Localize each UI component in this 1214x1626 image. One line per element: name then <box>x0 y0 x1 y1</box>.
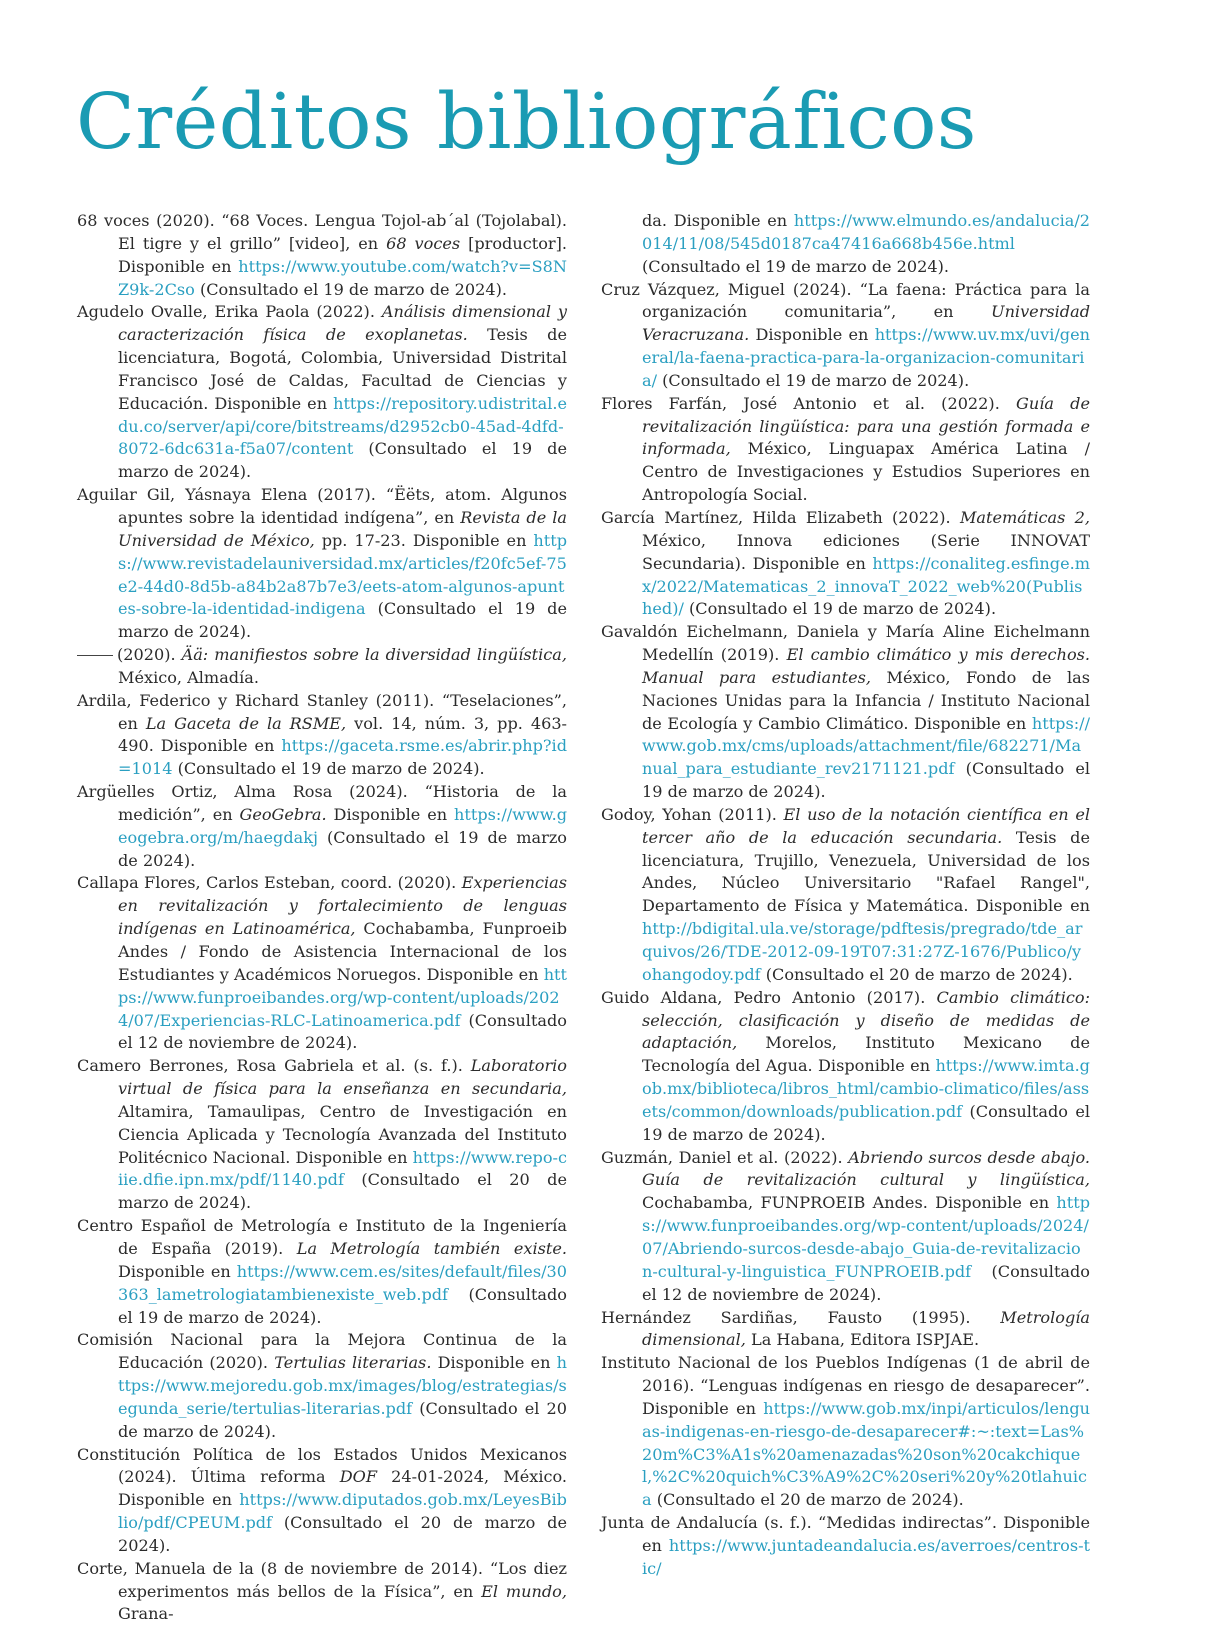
entry-text: Instituto Nacional de los Pueblos Indígenas (1 de abril de 2016). “Lenguas indígenas en riesgo de desaparecer”. Disponible en <box>601 1353 1090 1418</box>
entry-text: Comisión Nacional para la Mejora Continua de la Educación (2020). <box>77 1330 567 1373</box>
entry-text: Callapa Flores, Carlos Esteban, coord. (2020). <box>77 873 462 893</box>
entry-link[interactable]: https://www.diputados.gob.mx/LeyesBiblio/pdf/CPEUM.pdf <box>118 1490 567 1533</box>
entry-text: Gavaldón Eichelmann, Daniela y María Aline Eichelmann Medellín (2019). <box>601 622 1090 665</box>
bibliography-entry <box>601 987 1090 1147</box>
entry-title: 68 voces <box>386 233 461 253</box>
bibliography-column-right <box>601 210 1090 1581</box>
entry-text: (Consultado el 20 de marzo de 2024). <box>118 1398 567 1441</box>
entry-text: Altamira, Tamaulipas, Centro de Investigación en Ciencia Aplicada y Tecnología Avanzada del Instituto Politécnico Nacional. Disponible en <box>118 1101 567 1167</box>
entry-text: México, Almadía. <box>118 667 259 687</box>
entry-text: (Consultado el 19 de marzo de 2024). <box>118 827 567 870</box>
entry-text: Cochabamba, Funproeib Andes / Fondo de Asistencia Internacional de los Estudiantes y Académicos Noruegos. Disponible en <box>118 919 567 984</box>
entry-text: Constitución Política de los Estados Unidos Mexicanos (2024). Última reforma <box>77 1444 567 1487</box>
entry-title: GeoGebra. <box>239 804 327 824</box>
entry-text: Flores Farfán, José Antonio et al. (2022). <box>601 393 1017 413</box>
entry-title: El uso de la notación científica en el tercer año de la educación secundaria. <box>642 804 1090 847</box>
entry-link[interactable]: http://bdigital.ula.ve/storage/pdftesis/pregrado/tde_arquivos/26/TDE-2012-09-19T07:31:27Z-1676/Publico/yohangodoy.pdf <box>642 919 1083 984</box>
entry-text: (Consultado el 19 de marzo de 2024). <box>118 599 567 642</box>
entry-text: Cruz Vázquez, Miguel (2024). “La faena: Práctica para la organización comunitaria”, en <box>601 279 1090 322</box>
entry-link[interactable]: https://www.funproeibandes.org/wp-content/uploads/2024/07/Experiencias-RLC-Latinoamerica.pdf <box>118 964 567 1030</box>
entry-title: Tertulias literarias. <box>274 1353 432 1373</box>
bibliography-entry <box>601 393 1090 507</box>
bibliography-entry <box>77 781 567 872</box>
entry-link[interactable]: https://repository.udistrital.edu.co/server/api/core/bitstreams/d2952cb0-45ad-4dfd-8072-6dc631a-f5a07/content <box>118 393 567 459</box>
entry-text: Junta de Andalucía (s. f.). “Medidas indirectas”. Disponible en <box>601 1513 1090 1555</box>
entry-text: 24-01-2024, México. Disponible en <box>118 1467 567 1510</box>
bibliography-entry <box>77 1055 567 1215</box>
bibliography-entry <box>601 210 1090 279</box>
bibliography-entry <box>77 690 567 781</box>
bibliography-entry <box>601 1147 1090 1307</box>
entry-text: Guido Aldana, Pedro Antonio (2017). <box>601 987 937 1007</box>
entry-text: Grana- <box>118 1604 174 1624</box>
entry-title: Cambio climático: selección, clasificación y diseño de medidas de adaptación, <box>642 987 1090 1053</box>
entry-text: pp. 17-23. Disponible en <box>314 530 534 550</box>
entry-title: El mundo, <box>481 1581 567 1601</box>
entry-title: Abriendo surcos desde abajo. Guía de revitalización cultural y lingüística, <box>642 1147 1090 1190</box>
entry-text: (Consultado el 20 de marzo de 2024). <box>651 1490 964 1510</box>
entry-link[interactable]: https://www.youtube.com/watch?v=S8NZ9k-2Cso <box>118 256 567 299</box>
entry-link[interactable]: https://www.funproeibandes.org/wp-content/uploads/2024/07/Abriendo-surcos-desde-abajo_Guia-de-revitalizacion-cultural-y-linguistica_FUNPROEIB.pdf <box>642 1193 1090 1281</box>
entry-text: Corte, Manuela de la (8 de noviembre de 2014). “Los diez experimentos más bellos de la Física”, en <box>77 1558 567 1601</box>
entry-title: La Metrología también existe. <box>296 1238 567 1258</box>
bibliography-entry <box>77 210 567 301</box>
bibliography-entry <box>77 644 567 690</box>
entry-link[interactable]: https://www.geogebra.org/m/haegdakj <box>118 804 567 847</box>
entry-text: (Consultado el 20 de marzo de 2024). <box>118 1170 567 1213</box>
entry-title: Ää: manifiestos sobre la diversidad lingüística, <box>181 645 567 665</box>
bibliography-entry <box>77 1215 567 1329</box>
entry-text: [productor]. Disponible en <box>118 233 567 276</box>
bibliography-entry <box>601 1307 1090 1353</box>
bibliography-column-left <box>77 210 567 1626</box>
entry-text: (Consultado el 19 de marzo de 2024). <box>118 1284 567 1327</box>
entry-title: Laboratorio virtual de física para la enseñanza en secundaria, <box>118 1056 567 1099</box>
bibliography-entry <box>601 1352 1090 1512</box>
entry-text: (Consultado el 19 de marzo de 2024). <box>683 599 997 619</box>
entry-text: Agudelo Ovalle, Erika Paola (2022). <box>77 302 382 322</box>
bibliography-entry <box>77 1558 567 1626</box>
entry-title: El cambio climático y mis derechos. Manual para estudiantes, <box>642 645 1091 687</box>
entry-text: Ardila, Federico y Richard Stanley (2011). “Teselaciones”, en <box>77 690 567 733</box>
entry-text: (Consultado el 19 de marzo de 2024). <box>194 279 507 299</box>
entry-text: 68 voces (2020). “68 Voces. Lengua Tojol-ab´al (Tojolabal). El tigre y el grillo” [video], en <box>77 211 567 253</box>
bibliography-entry <box>77 872 567 1055</box>
entry-text: Aguilar Gil, Yásnaya Elena (2017). “Ëëts, atom. Algunos apuntes sobre la identidad indígena”, en <box>77 485 567 527</box>
entry-text: México, Fondo de las Naciones Unidas para la Infancia / Instituto Nacional de Ecología y Cambio Climático. Disponible en <box>642 667 1090 733</box>
entry-link[interactable]: https://www.imta.gob.mx/biblioteca/libros_html/cambio-climatico/files/assets/common/downloads/publication.pdf <box>642 1056 1090 1121</box>
entry-link[interactable]: https://www.uv.mx/uvi/general/la-faena-practica-para-la-organizacion-comunitaria/ <box>642 325 1090 390</box>
entry-link[interactable]: https://www.gob.mx/cms/uploads/attachment/file/682271/Manual_para_estudiante_rev2171121.pdf <box>642 713 1090 779</box>
bibliography-entry <box>77 1444 567 1558</box>
entry-text: (Consultado el 20 de marzo de 2024). <box>760 964 1073 984</box>
entry-title: Universidad Veracruzana. <box>642 302 1090 345</box>
entry-text: Tesis de licenciatura, Trujillo, Venezuela, Universidad de los Andes, Núcleo Universitario "Rafael Rangel", Departamento de Física y Matemática. Disponible en <box>642 827 1090 916</box>
entry-link[interactable]: https://www.mejoredu.gob.mx/images/blog/estrategias/segunda_serie/tertulias-literarias.pdf <box>118 1353 567 1418</box>
entry-text: Disponible en <box>431 1353 557 1373</box>
entry-text: Guzmán, Daniel et al. (2022). <box>601 1147 849 1167</box>
entry-link[interactable]: https://www.revistadelauniversidad.mx/articles/f20fc5ef-75e2-44d0-8d5b-a84b2a87b7e3/eets-atom-algunos-apuntes-sobre-la-identidad-indigena <box>118 530 567 619</box>
entry-link[interactable]: https://www.elmundo.es/andalucia/2014/11/08/545d0187ca47416a668b456e.html <box>642 211 1090 253</box>
entry-title: DOF <box>339 1467 377 1487</box>
entry-text: Centro Español de Metrología e Instituto de la Ingeniería de España (2019). <box>77 1216 567 1258</box>
entry-link[interactable]: https://www.gob.mx/inpi/articulos/lenguas-indigenas-en-riesgo-de-desaparecer#:~:text=Las%20m%C3%A1s%20amenazadas%20son%20cakchiquel,%2C%20quich%C3%A9%2C%20seri%20y%20tlahuica <box>642 1398 1090 1510</box>
entry-text: Camero Berrones, Rosa Gabriela et al. (s. f.). <box>77 1056 471 1076</box>
entry-text: (Consultado el 19 de marzo de 2024). <box>657 370 970 390</box>
entry-text: Cochabamba, FUNPROEIB Andes. Disponible en <box>642 1193 1057 1213</box>
entry-title: Análisis dimensional y caracterización física de exoplanetas. <box>118 302 568 345</box>
entry-title: Revista de la Universidad de México, <box>118 507 567 550</box>
entry-text: México, Innova ediciones (Serie INNOVAT Secundaria). Disponible en <box>642 530 1090 573</box>
entry-text: (Consultado el 19 de marzo de 2024). <box>642 256 950 276</box>
entry-title: Guía de revitalización lingüística: para una gestión formada e informada, <box>642 393 1091 459</box>
bibliography-entry <box>601 507 1090 621</box>
entry-text: da. Disponible en <box>642 211 794 230</box>
entry-title: La Gaceta de la RSME, <box>145 713 347 733</box>
entry-text: Godoy, Yohan (2011). <box>601 804 784 824</box>
entry-text: vol. 14, núm. 3, pp. 463-490. Disponible en <box>118 713 567 756</box>
bibliography-entry <box>601 279 1090 393</box>
bibliography-entry <box>601 804 1090 987</box>
bibliography-entry <box>77 301 567 484</box>
bibliography-entry <box>601 1512 1090 1581</box>
entry-text: (Consultado el 19 de marzo de 2024). <box>118 439 567 482</box>
entry-link[interactable]: https://conaliteg.esfinge.mx/2022/Matematicas_2_innovaT_2022_web%20(Published)/ <box>642 553 1090 619</box>
entry-text: (2020). <box>117 645 182 665</box>
entry-link[interactable]: https://www.repo-ciie.dfie.ipn.mx/pdf/1140.pdf <box>118 1147 567 1190</box>
bibliography-entry <box>77 1329 567 1443</box>
entry-text: México, Linguapax América Latina / Centro de Investigaciones y Estudios Superiores en Antropología Social. <box>642 439 1090 505</box>
entry-text: Disponible en <box>749 325 875 345</box>
bibliography-entry <box>601 621 1090 804</box>
entry-text: (Consultado el 19 de marzo de 2024). <box>172 759 485 779</box>
repeat-author-dash <box>77 655 113 656</box>
entry-title: Matemáticas 2, <box>959 507 1091 527</box>
entry-title: Metrología dimensional, <box>642 1307 1090 1350</box>
entry-text: (Consultado el 12 de noviembre de 2024). <box>642 1261 1090 1304</box>
page-title: Créditos bibliográficos <box>76 78 977 167</box>
entry-text: García Martínez, Hilda Elizabeth (2022). <box>601 507 960 527</box>
entry-text: Morelos, Instituto Mexicano de Tecnología del Agua. Disponible en <box>642 1033 1090 1076</box>
entry-link[interactable]: https://gaceta.rsme.es/abrir.php?id=1014 <box>118 736 567 779</box>
entry-title: Experiencias en revitalización y fortalecimiento de lenguas indígenas en Latinoamérica, <box>118 873 567 939</box>
entry-text: Disponible en <box>118 1261 237 1281</box>
entry-text: (Consultado el 12 de noviembre de 2024). <box>118 1010 567 1053</box>
entry-link[interactable]: https://www.cem.es/sites/default/files/30363_lametrologiatambienexiste_web.pdf <box>118 1261 567 1304</box>
entry-text: (Consultado el 20 de marzo de 2024). <box>118 1513 567 1555</box>
entry-text: La Habana, Editora ISPJAE. <box>745 1330 980 1350</box>
entry-text: Tesis de licenciatura, Bogotá, Colombia, Universidad Distrital Francisco José de Caldas, Facultad de Ciencias y Educación. Disponible en <box>118 325 568 413</box>
entry-text: Disponible en <box>326 804 455 824</box>
entry-text: Argüelles Ortiz, Alma Rosa (2024). “Historia de la medición”, en <box>77 782 567 824</box>
entry-link[interactable]: https://www.juntadeandalucia.es/averroes/centros-tic/ <box>642 1535 1090 1578</box>
entry-text: Hernández Sardiñas, Fausto (1995). <box>601 1307 1001 1327</box>
entry-text: (Consultado el 19 de marzo de 2024). <box>642 1101 1090 1144</box>
entry-text: (Consultado el 19 de marzo de 2024). <box>642 759 1090 802</box>
bibliography-entry <box>77 484 567 644</box>
